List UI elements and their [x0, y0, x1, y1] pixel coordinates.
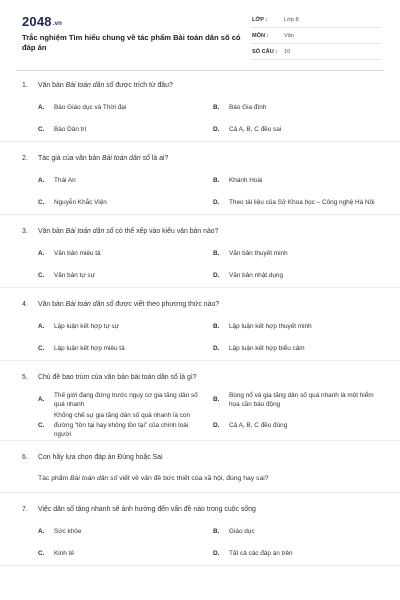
option-text: Báo Giáo dục và Thời đại [54, 104, 127, 112]
question-text [22, 450, 380, 469]
meta-label: MÔN : [252, 32, 269, 39]
question-body [38, 300, 219, 316]
meta-row-count [252, 44, 380, 60]
option-text: Văn bản tự sự [54, 272, 95, 280]
question-text [22, 370, 380, 389]
answer-option[interactable] [38, 97, 205, 119]
option-text: Khánh Hoài [229, 177, 263, 185]
question-text [22, 151, 380, 170]
question-number: 7. [22, 505, 28, 513]
meta-value: Văn [284, 32, 294, 39]
meta-label: SỐ CÂU : [252, 48, 278, 55]
question-text-part: Văn bản [38, 228, 66, 235]
option-letter: A. [38, 323, 45, 331]
option-text: Bùng nổ và gia tăng dân số quá nhanh là một hiểm họa cần báo động [229, 391, 374, 408]
option-text: Văn bản miêu tả [54, 250, 101, 258]
question-number: 2. [22, 155, 28, 162]
option-letter: D. [213, 126, 220, 134]
option-text: Báo Dân trí [54, 126, 87, 134]
answer-option[interactable] [213, 243, 380, 265]
question-text [22, 502, 380, 521]
option-letter: C. [38, 549, 45, 557]
option-text: Văn bản thuyết minh [229, 250, 288, 258]
question-text-part: Văn bản [38, 301, 66, 308]
question-text [22, 297, 380, 316]
meta-value: 10 [284, 48, 291, 55]
question-body [38, 154, 168, 170]
question-item [0, 151, 400, 215]
option-text: Theo tài liệu của Sở Khoa học – Công nghệ Hà Nội [229, 199, 375, 207]
option-letter: B. [213, 177, 220, 185]
question-text-part: là ai? [149, 155, 169, 162]
question-item [0, 450, 400, 493]
answer-options [22, 170, 380, 214]
question-text-part: được trích từ đâu? [113, 82, 173, 89]
meta-table [252, 12, 380, 60]
question-text-part: Việc dân số tăng nhanh sẽ ảnh hưởng đến vấn đề nào trong cuộc sống [38, 505, 256, 513]
answer-option[interactable] [213, 97, 380, 119]
option-letter: B. [213, 104, 220, 112]
question-body [38, 505, 256, 521]
answer-option[interactable] [213, 389, 380, 411]
work-title-emphasis: Bài toán dân số [70, 474, 118, 482]
option-text: Khống chế sự gia tăng dân số quá nhanh là con đường “tồn tại hay không tồn tại” của chính loài người [54, 412, 191, 438]
question-item [0, 78, 400, 142]
answer-options [22, 521, 380, 565]
answer-option[interactable] [38, 243, 205, 265]
answer-option[interactable] [213, 411, 380, 440]
answer-options [22, 389, 380, 440]
answer-options [22, 97, 380, 141]
answer-option[interactable] [38, 543, 205, 565]
question-text-part: Chủ đề bao trùm của văn bản bài toán dân số là gì? [38, 374, 197, 381]
option-letter: C. [38, 126, 45, 134]
question-body [38, 227, 218, 243]
option-letter: A. [38, 250, 45, 258]
answer-option[interactable] [213, 316, 380, 338]
question-text-part: Tác giả của văn bản [38, 155, 102, 162]
question-number: 3. [22, 228, 28, 235]
question-body [38, 81, 173, 97]
answer-option[interactable] [38, 316, 205, 338]
option-letter: C. [38, 199, 45, 207]
answer-option[interactable] [38, 119, 205, 141]
question-text [22, 224, 380, 243]
option-letter: B. [213, 323, 220, 331]
question-number: 4. [22, 301, 28, 308]
question-number: 6. [22, 453, 28, 461]
answer-options [22, 316, 380, 360]
option-letter: B. [213, 527, 220, 535]
option-letter: B. [213, 396, 220, 404]
option-letter: A. [38, 177, 45, 185]
statement-part: Tác phẩm [38, 474, 71, 482]
option-text: Cả A, B, C đều sai [229, 126, 282, 134]
answer-option[interactable] [38, 521, 205, 543]
answer-option[interactable] [213, 543, 380, 565]
answer-option[interactable] [38, 389, 205, 411]
answer-option[interactable] [213, 192, 380, 214]
answer-options [22, 243, 380, 287]
question-text-part: được viết theo phương thức nào? [113, 301, 220, 308]
answer-option[interactable] [38, 192, 205, 214]
answer-option[interactable] [213, 170, 380, 192]
meta-value: Lớp 8 [284, 16, 299, 23]
option-text: Thái An [54, 177, 76, 185]
option-letter: D. [213, 421, 220, 429]
option-text: Văn bản nhật dụng [229, 272, 284, 280]
question-text-part: có thể xếp vào kiểu văn bản nào? [113, 228, 219, 235]
option-text: Lập luận kết hợp tự sự [54, 323, 119, 331]
option-letter: C. [38, 272, 45, 280]
answer-option[interactable] [38, 411, 205, 440]
document-title: Trắc nghiệm Tìm hiểu chung về tác phẩm Bài toán dân số có đáp án [22, 33, 241, 52]
option-text: Lập luận kết hợp biểu cảm [229, 345, 305, 353]
option-text: Thế giới đang đứng trước nguy cơ gia tăng dân số quá nhanh [54, 391, 198, 408]
question-item [0, 297, 400, 361]
question-number: 5. [22, 374, 28, 381]
option-letter: B. [213, 250, 220, 258]
answer-option[interactable] [213, 119, 380, 141]
question-text-part: Con hãy lựa chọn đáp án Đúng hoặc Sai [38, 453, 163, 461]
option-text: Lập luận kết hợp miêu tả [54, 345, 125, 353]
question-list [0, 78, 400, 575]
work-title-emphasis: Bài toán dân số [65, 301, 114, 308]
option-letter: C. [38, 421, 45, 429]
answer-option[interactable] [38, 338, 205, 360]
site-logo[interactable] [22, 14, 62, 29]
question-body [38, 373, 197, 389]
question-item [0, 370, 400, 441]
option-text: Kinh tế [54, 549, 74, 557]
question-text [22, 78, 380, 97]
option-text: Cả A, B, C đều đúng [229, 421, 288, 429]
question-text-part: Văn bản [38, 82, 66, 89]
option-text: Lập luận kết hợp thuyết minh [229, 323, 312, 331]
answer-option[interactable] [38, 170, 205, 192]
option-letter: A. [38, 104, 45, 112]
option-letter: D. [213, 549, 220, 557]
question-number: 1. [22, 82, 28, 89]
question-item [0, 224, 400, 288]
work-title-emphasis: Bài toán dân số [101, 155, 150, 162]
question-item [0, 502, 400, 566]
work-title-emphasis: Bài toán dân số [65, 82, 114, 89]
option-letter: D. [213, 345, 220, 353]
option-letter: A. [38, 396, 45, 404]
question-body [38, 453, 163, 469]
answer-option[interactable] [213, 521, 380, 543]
option-text: Giáo dục [229, 527, 255, 535]
true-false-statement [22, 469, 380, 492]
logo-suffix: .vn [52, 21, 63, 27]
statement-part: viết về vấn đề bức thiết của xã hội, đúng hay sai? [117, 474, 269, 482]
meta-row-class [252, 12, 380, 28]
meta-label: LỚP : [252, 16, 268, 23]
header [0, 0, 400, 64]
answer-option[interactable] [213, 265, 380, 287]
work-title-emphasis: Bài toán dân số [65, 228, 114, 235]
option-letter: D. [213, 272, 220, 280]
answer-option[interactable] [38, 265, 205, 287]
option-letter: A. [38, 527, 45, 535]
header-divider [16, 70, 384, 71]
answer-option[interactable] [213, 338, 380, 360]
option-letter: C. [38, 345, 45, 353]
logo-main: 2048 [22, 14, 52, 29]
option-text: Tất cả các đáp án trên [229, 549, 293, 557]
option-text: Nguyễn Khắc Viện [54, 199, 107, 207]
meta-row-subject [252, 28, 380, 44]
option-text: Báo Gia đình [229, 104, 267, 112]
option-text: Sức khỏe [54, 527, 82, 535]
option-letter: D. [213, 199, 220, 207]
